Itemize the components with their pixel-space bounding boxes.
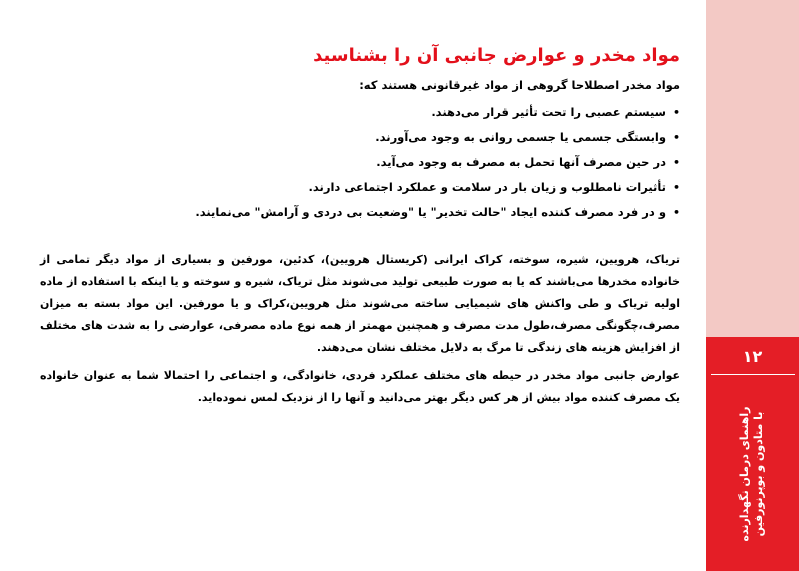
book-title-line-2: با متادون و بوپرنورفین (752, 411, 765, 537)
bullet-icon: • (672, 131, 680, 144)
bullet-list (40, 100, 680, 225)
body-paragraph-2: عوارض جانبی مواد مخدر در حیطه های مختلف عملکرد فردی، خانوادگی، و اجتماعی را احتمالا شما به عنوان خانواده یک مصرف کننده مواد بیش از هر کس دیگر بهتر می‌دانید و آنها را از نزدیک لمس نموده‌اید. (40, 369, 680, 404)
bullet-icon: • (672, 206, 680, 219)
page-number: ۱۲ (742, 347, 763, 366)
list-item-text: در حین مصرف آنها تحمل به مصرف به وجود می‌آید. (376, 155, 666, 169)
book-title-line-1: راهنمای درمان نگهدارنده (738, 406, 751, 542)
section-title: مواد مخدر و عوارض جانبی آن را بشناسید (313, 45, 680, 66)
list-item-text: تأثیرات نامطلوب و زیان بار در سلامت و عملکرد اجتماعی دارند. (308, 180, 666, 194)
list-item (40, 125, 680, 150)
book-title-vertical (738, 379, 766, 569)
list-item-text: وابستگی جسمی یا جسمی روانی به وجود می‌آورند. (375, 130, 666, 144)
main-content (40, 40, 680, 409)
list-item (40, 100, 680, 125)
bullet-icon: • (672, 156, 680, 169)
list-item (40, 150, 680, 175)
list-item-text: و در فرد مصرف کننده ایجاد "حالت تخدیر" یا "وضعیت بی دردی و آرامش" می‌نمایند. (195, 205, 666, 219)
bullet-icon: • (672, 181, 680, 194)
page-number-divider (711, 374, 795, 375)
bullet-icon: • (672, 106, 680, 119)
list-item (40, 175, 680, 200)
intro-text: مواد مخدر اصطلاحا گروهی از مواد غیرقانونی هستند که: (359, 78, 680, 92)
list-item (40, 200, 680, 225)
body-paragraph-1: تریاک، هرویین، شیره، سوخته، کراک ایرانی (کریستال هرویین)، کدئین، مورفین و بسیاری از مواد دیگر تمامی از خانواده مخدرها می‌باشند که یا به صورت طبیعی تولید می‌شوند مثل تریاک، شیره و سوخته و یا اینکه با استفاده از ماده اولیه تریاک و طی واکنش های شیمیایی ساخته می‌شوند مثل هرویین،کراک و یا مورفین. این مواد بسته به میزان مصرف،چگونگی مصرف،طول مدت مصرف و همچنین مهمتر از همه نوع ماده مصرفی، عوارضی را به شدت های مختلف از افزایش هزینه های زندگی تا مرگ به دلایل مختلف نشان می‌دهند. (40, 253, 680, 354)
list-item-text: سیستم عصبی را تحت تأثیر قرار می‌دهند. (431, 105, 666, 119)
